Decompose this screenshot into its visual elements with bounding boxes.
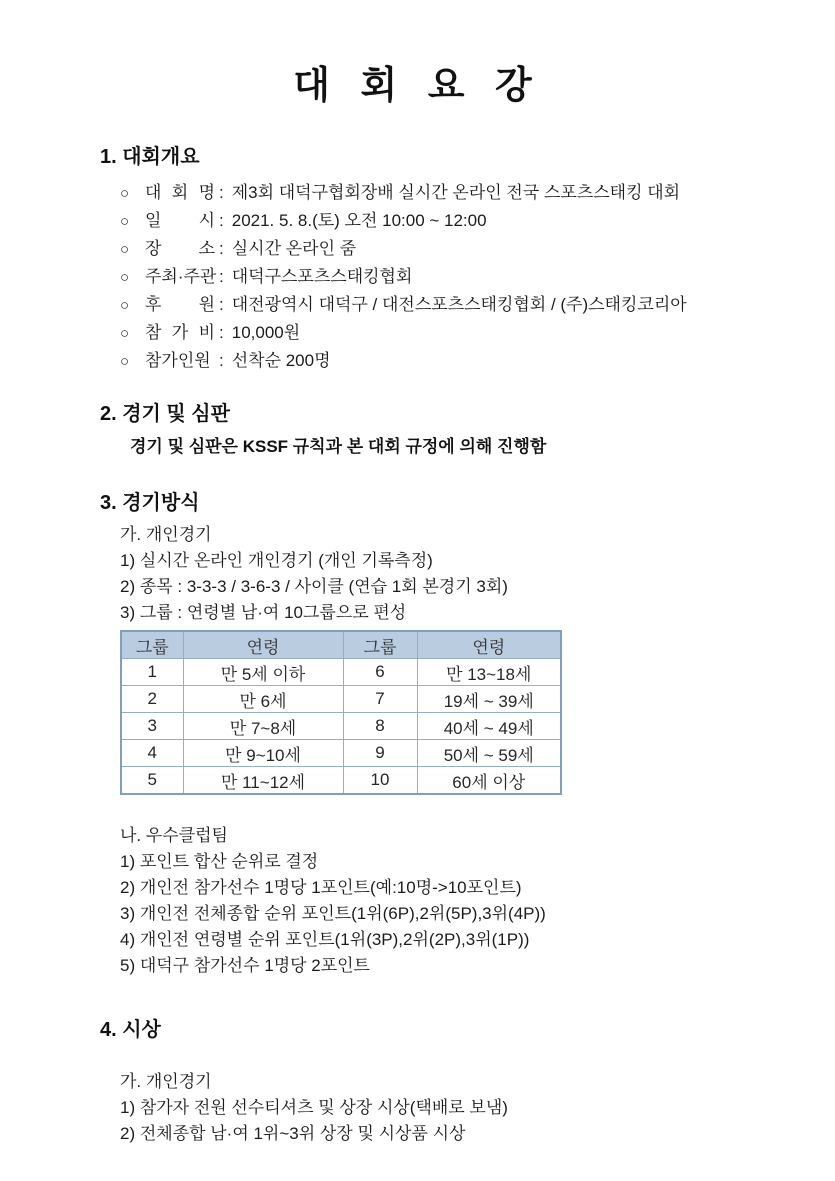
numbered-line: 1) 실시간 온라인 개인경기 (개인 기록측정) [120,551,433,570]
table-row [121,659,561,686]
list-item [120,207,835,235]
circle-bullet-icon: ○ [120,325,130,342]
table-cell: 만 7~8세 [183,713,343,740]
section-heading-rules: 2. 경기 및 심판 [100,403,230,425]
numbered-line: 4) 개인전 연령별 순위 포인트(1위(3P),2위(2P),3위(1P)) [120,930,530,949]
item-colon: : [219,351,224,370]
item-label: 대 회 명 [145,183,215,202]
table-header-cell: 그룹 [121,631,183,659]
item-label: 장 소 [145,239,215,258]
item-label: 참가인원 [145,351,211,370]
subheading-club: 나. 우수클럽팀 [120,826,228,845]
item-value: 제3회 대덕구협회장배 실시간 온라인 전국 스포츠스태킹 대회 [231,183,681,202]
table-cell: 6 [343,659,417,686]
list-item [120,263,835,291]
item-value: 2021. 5. 8.(토) 오전 10:00 ~ 12:00 [231,211,487,230]
table-row [121,767,561,795]
item-colon: : [219,267,224,286]
numbered-line: 3) 그룹 : 연령별 남·여 10그룹으로 편성 [120,603,407,622]
table-header-cell: 그룹 [343,631,417,659]
numbered-line: 1) 참가자 전원 선수티셔츠 및 상장 시상(택배로 보냄) [120,1098,508,1117]
list-item [120,347,835,375]
item-colon: : [219,295,224,314]
list-item [120,235,835,263]
subheading-awards-individual: 가. 개인경기 [120,1072,212,1091]
circle-bullet-icon: ○ [120,213,130,230]
item-label: 후 원 [145,295,215,314]
table-cell: 만 5세 이하 [183,659,343,686]
table-cell: 만 6세 [183,686,343,713]
table-row [121,740,561,767]
item-value: 선착순 200명 [231,351,331,370]
page-title: 대 회 요 강 [293,65,542,107]
numbered-line: 2) 개인전 참가선수 1명당 1포인트(예:10명->10포인트) [120,878,522,897]
table-cell: 40세 ~ 49세 [417,713,561,740]
club-team-block [120,823,835,979]
list-item [120,319,835,347]
circle-bullet-icon: ○ [120,185,130,202]
table-cell: 60세 이상 [417,767,561,795]
item-value: 대전광역시 대덕구 / 대전스포츠스태킹협회 / (주)스태킹코리아 [231,295,687,314]
section-heading-format: 3. 경기방식 [100,492,200,514]
table-cell: 만 13~18세 [417,659,561,686]
table-cell: 7 [343,686,417,713]
individual-match-block [120,522,835,626]
numbered-line: 5) 대덕구 참가선수 1명당 2포인트 [120,956,370,975]
item-label: 일 시 [145,211,215,230]
item-colon: : [219,183,224,202]
table-header-row [121,631,561,659]
table-cell: 1 [121,659,183,686]
numbered-line: 3) 개인전 전체종합 순위 포인트(1위(6P),2위(5P),3위(4P)) [120,904,546,923]
item-value: 대덕구스포츠스태킹협회 [231,267,413,286]
table-cell: 9 [343,740,417,767]
table-cell: 10 [343,767,417,795]
table-header-cell: 연령 [417,631,561,659]
table-cell: 만 11~12세 [183,767,343,795]
item-colon: : [219,239,224,258]
awards-individual-block [120,1069,835,1147]
circle-bullet-icon: ○ [120,241,130,258]
table-cell: 만 9~10세 [183,740,343,767]
item-label: 주최·주관 [145,267,217,286]
table-cell: 3 [121,713,183,740]
table-cell: 4 [121,740,183,767]
circle-bullet-icon: ○ [120,269,130,286]
table-cell: 8 [343,713,417,740]
table-header-cell: 연령 [183,631,343,659]
numbered-line: 2) 종목 : 3-3-3 / 3-6-3 / 사이클 (연습 1회 본경기 3회) [120,577,508,596]
subheading-individual: 가. 개인경기 [120,525,212,544]
item-value: 실시간 온라인 줌 [231,239,357,258]
table-cell: 50세 ~ 59세 [417,740,561,767]
overview-list [120,179,835,375]
item-colon: : [219,323,224,342]
numbered-line: 1) 포인트 합산 순위로 결정 [120,852,319,871]
table-cell: 5 [121,767,183,795]
item-colon: : [219,211,224,230]
section-heading-awards: 4. 시상 [100,1019,161,1041]
rules-body-text: 경기 및 심판은 KSSF 규칙과 본 대회 규정에 의해 진행함 [130,437,547,456]
item-label: 참 가 비 [145,323,215,342]
table-cell: 2 [121,686,183,713]
list-item [120,291,835,319]
table-cell: 19세 ~ 39세 [417,686,561,713]
section-heading-overview: 1. 대회개요 [100,146,200,168]
circle-bullet-icon: ○ [120,297,130,314]
age-group-table [120,630,562,795]
circle-bullet-icon: ○ [120,353,130,370]
numbered-line: 2) 전체종합 남·여 1위~3위 상장 및 시상품 시상 [120,1124,466,1143]
table-row [121,713,561,740]
list-item [120,179,835,207]
table-row [121,686,561,713]
item-value: 10,000원 [231,323,301,342]
